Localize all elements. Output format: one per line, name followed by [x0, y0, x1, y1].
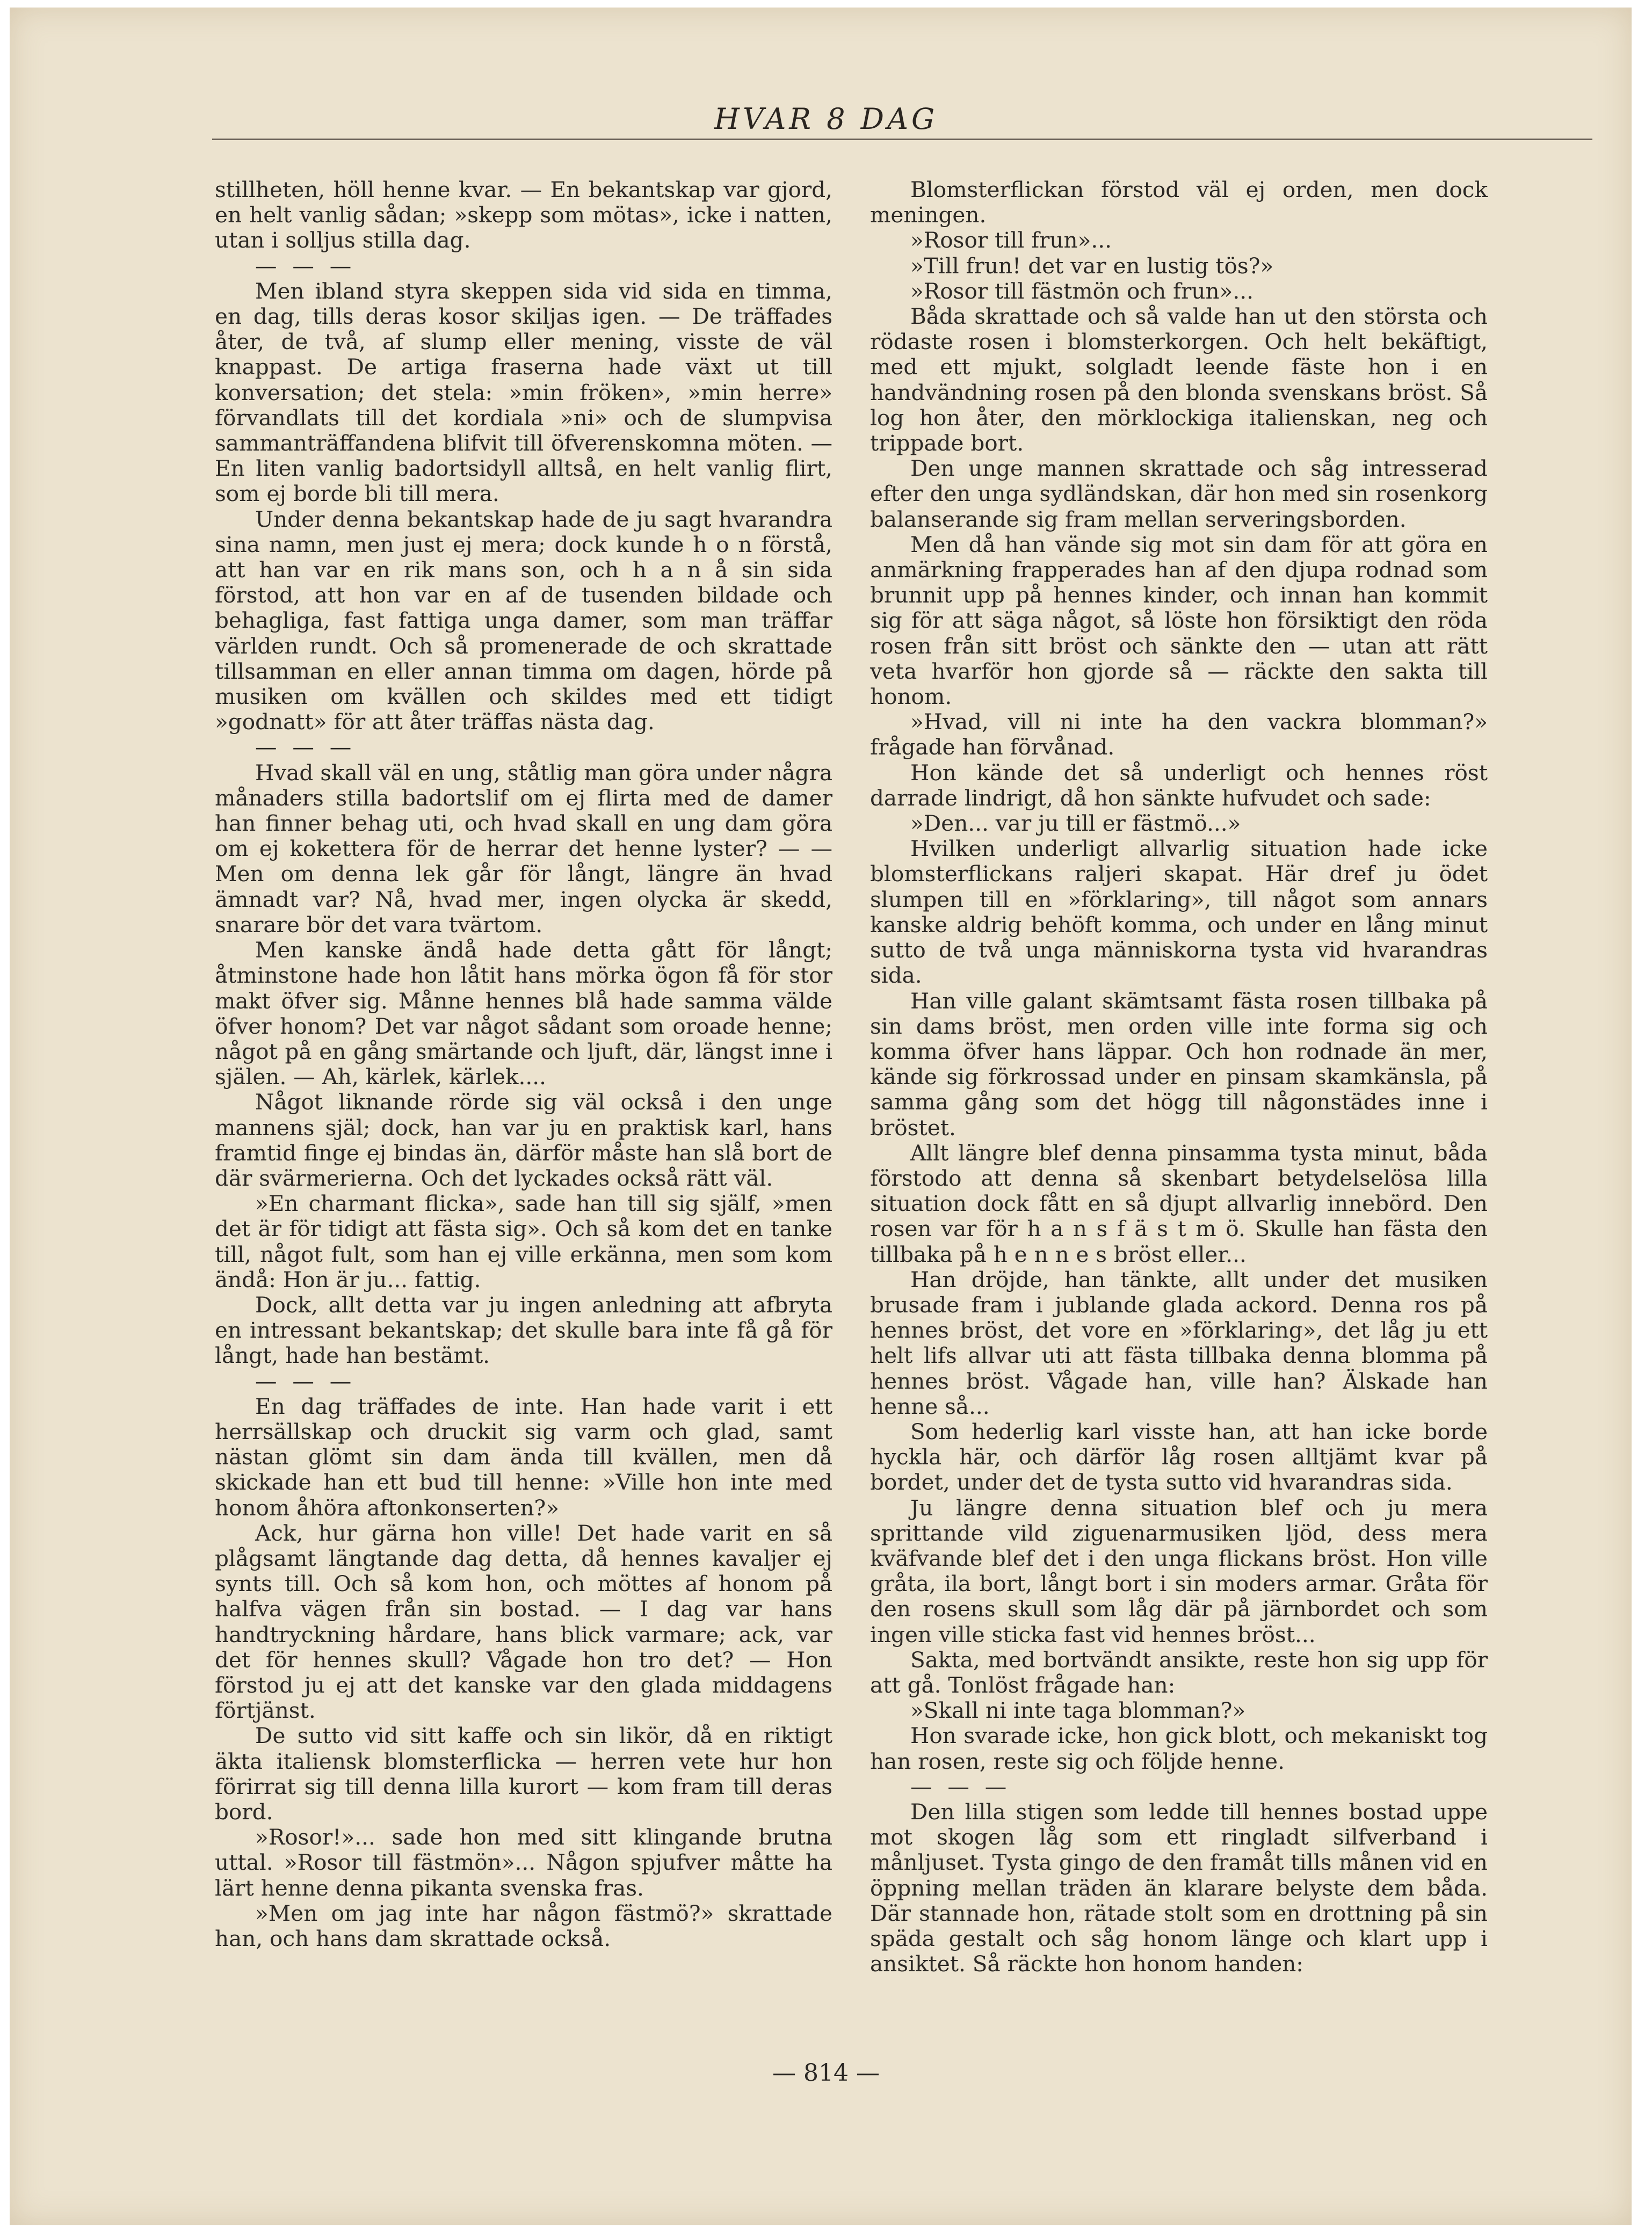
paragraph: »En charmant flicka», sade han till sig själf, »men det är för tidigt att fästa sig». Och så kom det en tanke till, något fult, som han ej ville erkänna, men som kom ändå: Hon är ju... fattig.	[215, 1190, 832, 1293]
header-rule	[212, 139, 1592, 140]
paragraph: Under denna bekantskap hade de ju sagt hvarandra sina namn, men just ej mera; dock kunde h o n förstå, att han var en rik mans son, och h a n å sin sida förstod, att hon var en af de tusenden bildade och behagliga, fast fattiga unga damer, som man träffar världen rundt. Och så promenerade de och skrattade tillsamman en eller annan timma om dagen, hörde på musiken om kvällen och skildes med ett tidigt »godnatt» för att åter träffas nästa dag.	[215, 506, 832, 735]
paragraph: Den lilla stigen som ledde till hennes bostad uppe mot skogen låg som ett ringladt silfverband i månljuset. Tysta gingo de den framåt tills månen vid en öppning mellan träden än klarare belyste dem båda. Där stannade hon, rätade stolt som en drottning på sin späda gestalt och såg honom länge och klart upp i ansiktet. Så räckte hon honom handen:	[870, 1799, 1488, 1977]
page-number: — 814 —	[772, 2059, 880, 2087]
paragraph: Dock, allt detta var ju ingen anledning att afbryta en intressant bekantskap; det skulle bara inte få gå för långt, hade han bestämt.	[215, 1291, 832, 1369]
paragraph: Hvad skall väl en ung, ståtlig man göra under några månaders stilla badortslif om ej flirta med de damer han finner behag uti, och hvad skall en ung dam göra om ej kokettera för de herrar det henne lyster? — —Men om denna lek går för långt, längre än hvad ämnadt var? Nå, hvad mer, ingen olycka är skedd, snarare bör det vara tvärtom.	[215, 759, 832, 938]
paragraph: Allt längre blef denna pinsamma tysta minut, båda förstodo att denna så skenbart betydelselösa lilla situation dock fått en så djupt allvarlig innebörd. Den rosen var för h a n s f ä s t m ö. Skulle han fästa den tillbaka på h e n n e s bröst eller...	[870, 1139, 1488, 1267]
left-column	[215, 177, 832, 1951]
paragraph: Sakta, med bortvändt ansikte, reste hon sig upp för att gå. Tonlöst frågade han:	[870, 1646, 1488, 1698]
paragraph: Men kanske ändå hade detta gått för långt; åtminstone hade hon låtit hans mörka ögon få för stor makt öfver sig. Månne hennes blå hade samma välde öfver honom? Det var något sådant som oroade henne; något på en gång smärtande och ljuft, där, längst inne i själen. — Ah, kärlek, kärlek....	[215, 937, 832, 1090]
paragraph: Han dröjde, han tänkte, allt under det musiken brusade fram i jublande glada ackord. Denna ros på hennes bröst, det vore en »förklaring», det låg ju ett helt lifs allvar uti att fästa tillbaka denna blomma på hennes bröst. Vågade han, ville han? Älskade han henne så...	[870, 1266, 1488, 1419]
paragraph: »Hvad, vill ni inte ha den vackra blomman?» frågade han förvånad.	[870, 709, 1488, 760]
section-separator: — — —	[255, 252, 356, 279]
paragraph: »Men om jag inte har någon fästmö?» skrattade han, och hans dam skrattade också.	[215, 1900, 832, 1952]
section-separator: — — —	[255, 1368, 356, 1394]
paragraph: Något liknande rörde sig väl också i den unge mannens själ; dock, han var ju en praktisk karl, hans framtid finge ej bindas än, därför måste han slå bort de där svärmerierna. Och det lyckades också rätt väl.	[215, 1089, 832, 1191]
paragraph: »Rosor till frun»...	[910, 227, 1112, 253]
paragraph: Ju längre denna situation blef och ju mera sprittande vild ziguenarmusiken ljöd, dess mera kväfvande blef det i den unga flickans bröst. Hon ville gråta, ila bort, långt bort i sin moders armar. Gråta för den rosens skull som låg där på järnbordet och som ingen ville sticka fast vid hennes bröst...	[870, 1494, 1488, 1647]
paragraph: Men då han vände sig mot sin dam för att göra en anmärkning frapperades han af den djupa rodnad som brunnit upp på hennes kinder, och innan han kommit sig för att säga något, så löste hon försiktigt den röda rosen från sitt bröst och sänkte den — utan att rätt veta hvarför hon gjorde så — räckte den sakta till honom.	[870, 531, 1488, 710]
running-header: HVAR 8 DAG	[714, 102, 938, 136]
paragraph: »Rosor!»... sade hon med sitt klingande brutna uttal. »Rosor till fästmön»... Någon spjufver måtte ha lärt henne denna pikanta svenska fras.	[215, 1824, 832, 1901]
paragraph: »Den... var ju till er fästmö...»	[910, 810, 1241, 837]
paragraph: En dag träffades de inte. Han hade varit i ett herrsällskap och druckit sig varm och glad, samt nästan glömt sin dam ända till kvällen, men då skickade han ett bud till henne: »Ville hon inte med honom åhöra aftonkonserten?»	[215, 1393, 832, 1521]
paragraph: »Skall ni inte taga blomman?»	[910, 1697, 1246, 1724]
right-column	[870, 177, 1488, 1977]
paragraph: »Till frun! det var en lustig tös?»	[910, 252, 1274, 279]
paragraph: Ack, hur gärna hon ville! Det hade varit en så plågsamt längtande dag detta, då hennes kavaljer ej synts till. Och så kom hon, och möttes af honom på halfva vägen från sin bostad. — I dag var hans handtryckning hårdare, hans blick varmare; ack, var det för hennes skull? Vågade hon tro det? — Hon förstod ju ej att det kanske var den glada middagens förtjänst.	[215, 1520, 832, 1724]
paragraph: Blomsterflickan förstod väl ej orden, men dock meningen.	[870, 177, 1488, 228]
section-separator: — — —	[255, 734, 356, 760]
paragraph: Han ville galant skämtsamt fästa rosen tillbaka på sin dams bröst, men orden ville inte forma sig och komma öfver hans läppar. Och hon rodnade än mer, kände sig förkrossad under en pinsam skamkänsla, på samma gång som det högg till någonstädes inne i bröstet.	[870, 988, 1488, 1141]
paragraph: De sutto vid sitt kaffe och sin likör, då en riktigt äkta italiensk blomsterflicka — herren vete hur hon förirrat sig till denna lilla kurort — kom fram till deras bord.	[215, 1723, 832, 1825]
paragraph: Båda skrattade och så valde han ut den största och rödaste rosen i blomsterkorgen. Och helt bekäftigt, med ett mjukt, solgladt leende fäste hon i en handvändning rosen på den blonda svenskans bröst. Så log hon åter, den mörklockiga italienskan, neg och trippade bort.	[870, 303, 1488, 456]
paragraph: Men ibland styra skeppen sida vid sida en timma, en dag, tills deras kosor skiljas igen. — De träffades åter, de två, af slump eller mening, visste de väl knappast. De artiga fraserna hade växt ut till konversation; det stela: »min fröken», »min herre» förvandlats till det kordiala »ni» och de slumpvisa sammanträffandena blifvit till öfverenskomna möten. — En liten vanlig badortsidyll alltså, en helt vanlig flirt, som ej borde bli till mera.	[215, 278, 832, 507]
paragraph: Hvilken underligt allvarlig situation hade icke blomsterflickans raljeri skapat. Här dref ju ödet slumpen till en »förklaring», till något som annars kanske aldrig behöft komma, och under en lång minut sutto de två unga människorna tysta vid hvarandras sida.	[870, 836, 1488, 989]
paragraph: stillheten, höll henne kvar. — En bekantskap var gjord, en helt vanlig sådan; »skepp som mötas», icke i natten, utan i solljus stilla dag.	[215, 177, 832, 253]
paragraph: »Rosor till fästmön och frun»...	[910, 278, 1254, 304]
paragraph: Som hederlig karl visste han, att han icke borde hyckla här, och därför låg rosen alltjämt kvar på bordet, under det de tysta sutto vid hvarandras sida.	[870, 1418, 1488, 1495]
paragraph: Den unge mannen skrattade och såg intresserad efter den unga sydländskan, där hon med sin rosenkorg balanserande sig fram mellan serveringsborden.	[870, 455, 1488, 532]
section-separator: — — —	[910, 1773, 1011, 1799]
paragraph: Hon kände det så underligt och hennes röst darrade lindrigt, då hon sänkte hufvudet och sade:	[870, 759, 1488, 811]
paragraph: Hon svarade icke, hon gick blott, och mekaniskt tog han rosen, reste sig och följde henne.	[870, 1723, 1488, 1774]
